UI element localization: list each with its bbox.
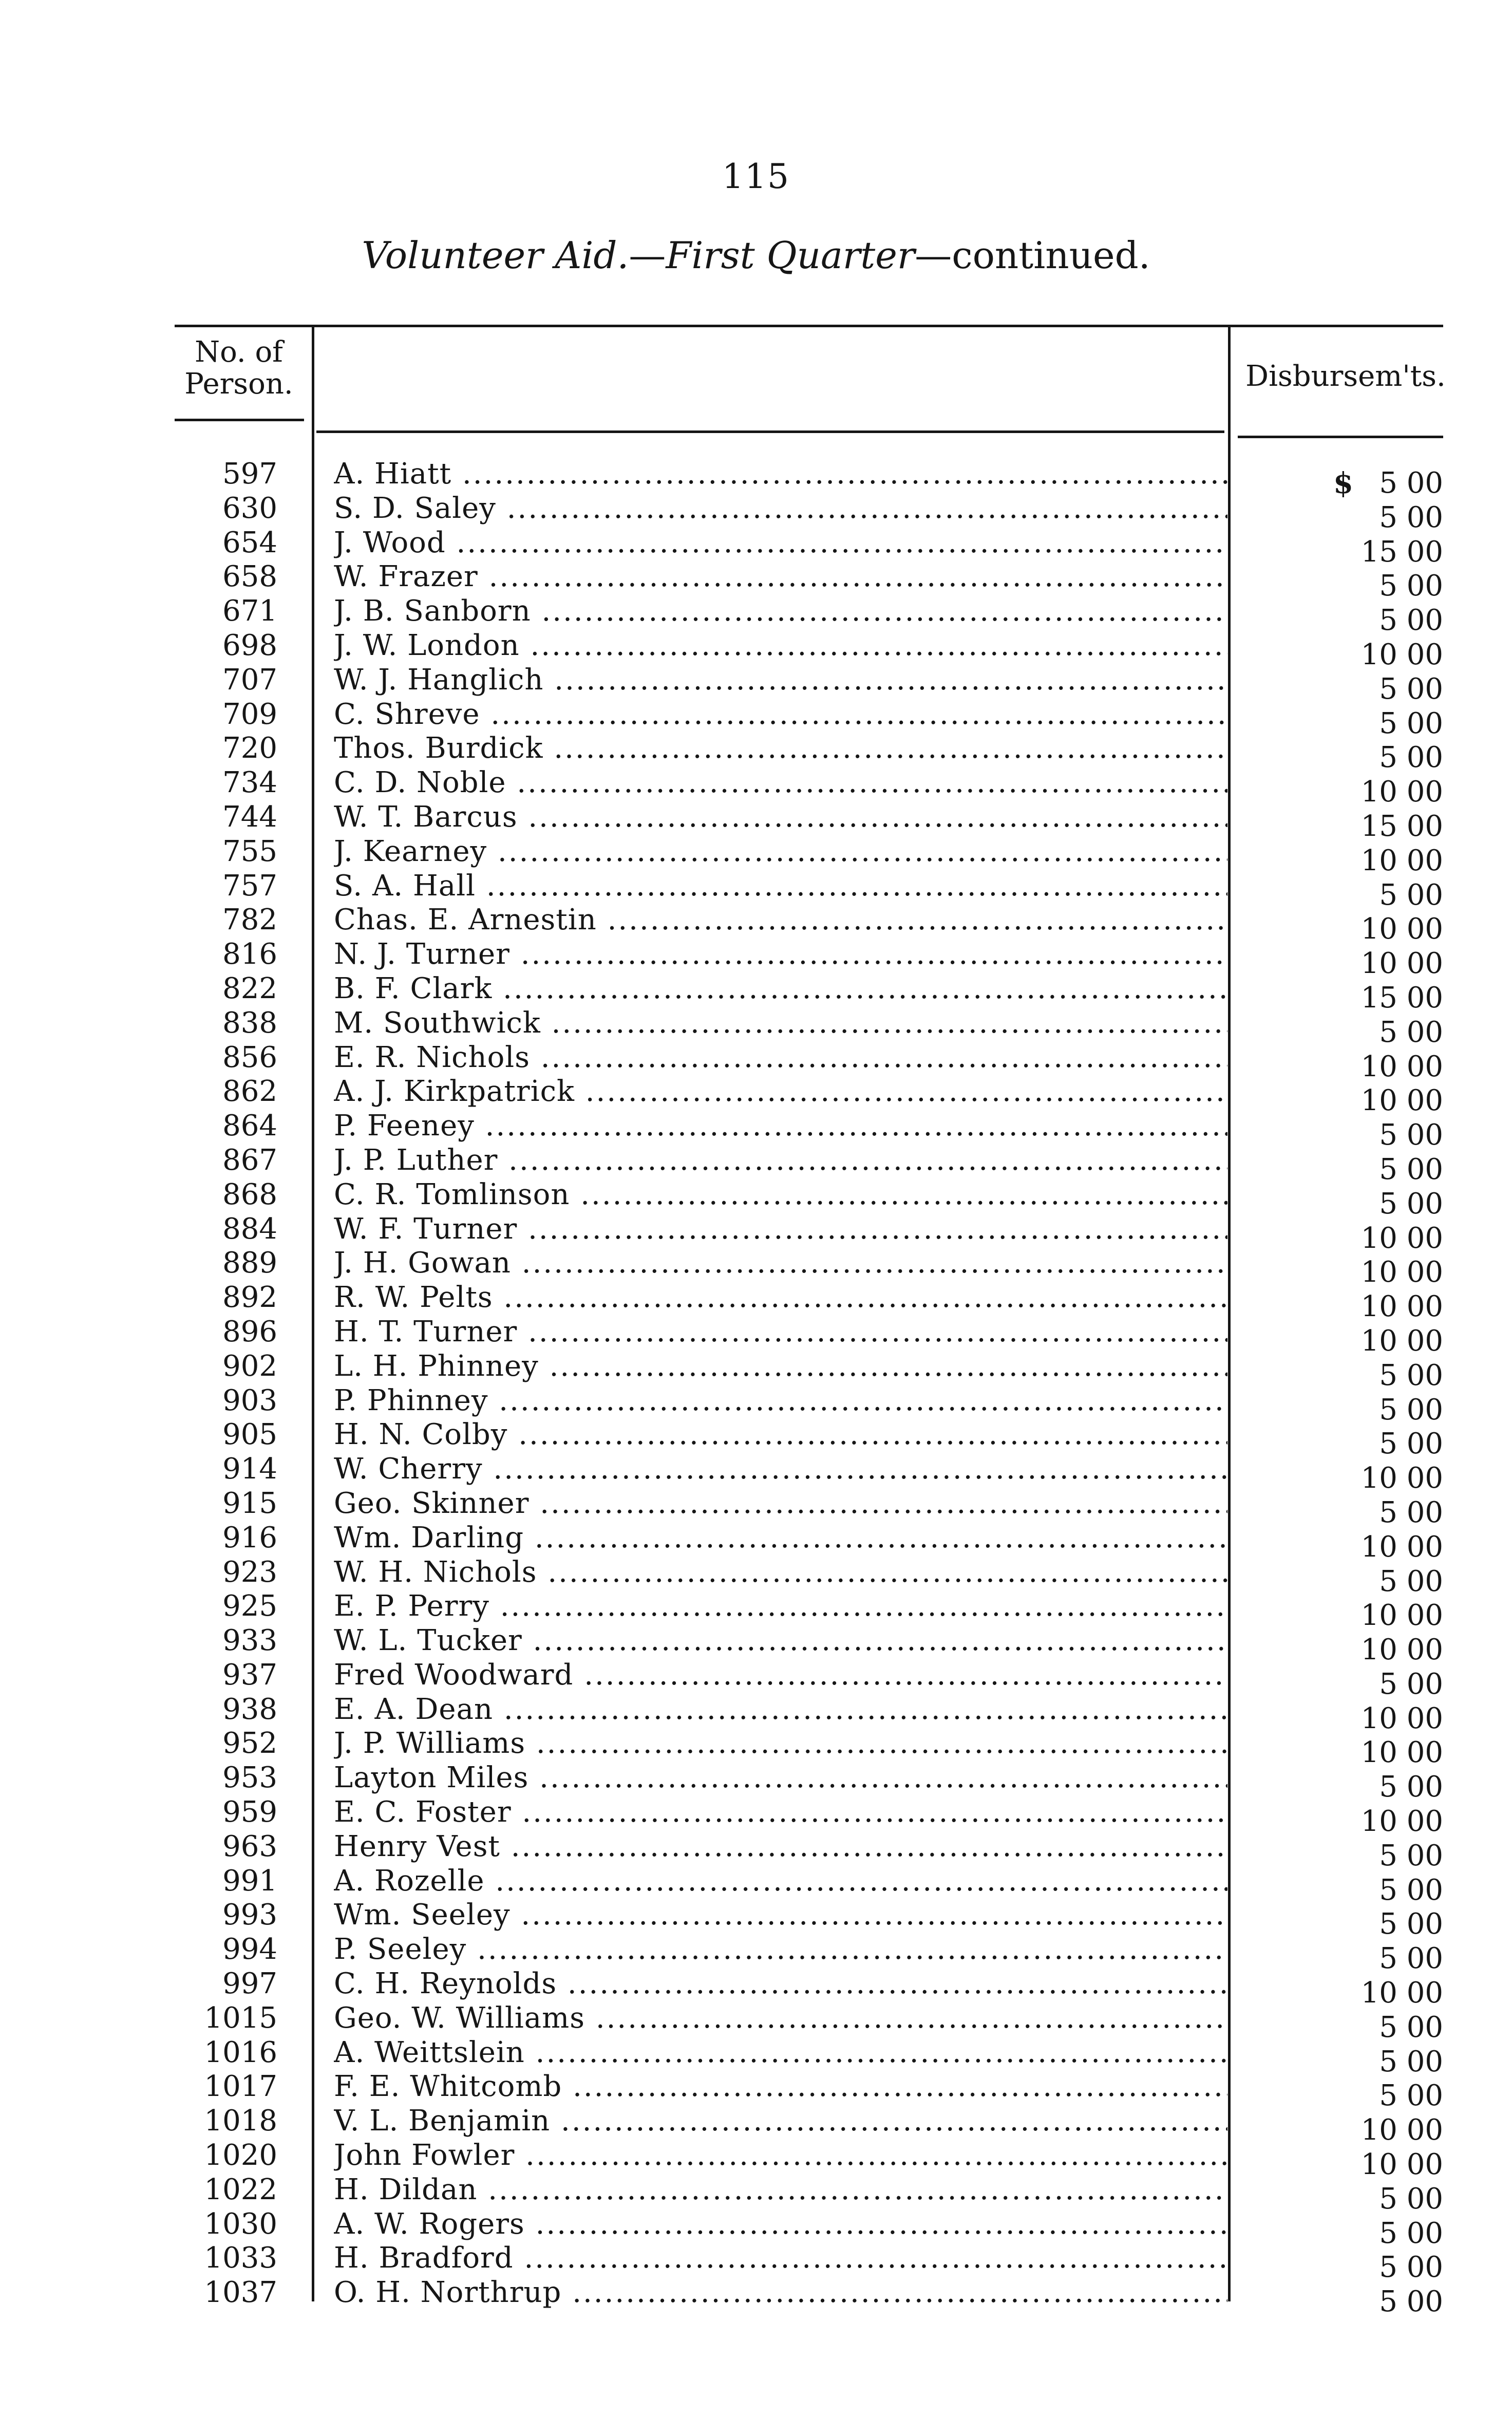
- person-number: 937: [222, 1658, 277, 1692]
- person-number: 994: [222, 1933, 277, 1966]
- table-row: [0, 2104, 1512, 2147]
- table-top-rule: [175, 325, 1443, 327]
- table-row: [0, 1349, 1512, 1392]
- person-number: 720: [222, 732, 277, 765]
- person-number: 1015: [204, 2001, 277, 2035]
- person-name: Geo. Skinner .....: [334, 1487, 1227, 1521]
- person-name: W. L. Tucker .....: [334, 1624, 1227, 1658]
- table-row: [0, 1281, 1512, 1324]
- currency-symbol: $: [1333, 466, 1353, 500]
- person-name: V. L. Benjamin .....: [334, 2104, 1227, 2138]
- person-number: 896: [222, 1315, 277, 1348]
- disbursement-amount: 5 00: [1379, 500, 1443, 534]
- person-name: P. Phinney .....: [334, 1384, 1227, 1418]
- disbursement-amount: 15 00: [1360, 981, 1443, 1015]
- disbursement-amount: 10 00: [1360, 1221, 1443, 1255]
- person-name: Geo. W. Williams .....: [334, 2001, 1227, 2035]
- person-number: 816: [222, 938, 277, 971]
- table-row: [0, 1383, 1512, 1427]
- disbursement-amount: 10 00: [1360, 947, 1443, 981]
- person-name: J. H. Gowan .....: [334, 1246, 1227, 1280]
- table-row: [0, 594, 1512, 638]
- disbursement-amount: 5 00: [1379, 2045, 1443, 2078]
- disbursement-amount: 5 00: [1379, 2182, 1443, 2216]
- person-name: O. H. Northrup .....: [334, 2276, 1227, 2310]
- person-name: J. W. London .....: [334, 629, 1227, 663]
- table-row: [0, 2207, 1512, 2250]
- table-row: [0, 1589, 1512, 1633]
- person-name: H. Bradford .....: [334, 2241, 1227, 2275]
- disbursement-amount: 5 00: [1379, 1358, 1443, 1392]
- disbursement-amount: 15 00: [1360, 809, 1443, 843]
- person-name: P. Seeley .....: [334, 1933, 1227, 1966]
- person-number: 905: [222, 1418, 277, 1452]
- table-row: [0, 1864, 1512, 1907]
- person-number: 868: [222, 1177, 277, 1211]
- person-number: 889: [222, 1246, 277, 1280]
- person-name: C. D. Noble .....: [334, 766, 1227, 800]
- person-name: E. C. Foster .....: [334, 1795, 1227, 1829]
- person-name: Wm. Darling .....: [334, 1521, 1227, 1555]
- disbursement-amount: 5 00: [1379, 741, 1443, 775]
- disbursement-amount: 15 00: [1360, 535, 1443, 569]
- person-name: J. P. Luther .....: [334, 1144, 1227, 1177]
- table-row: [0, 2070, 1512, 2113]
- table-row: [0, 1006, 1512, 1049]
- page-title: [0, 234, 1512, 277]
- person-number: 658: [222, 560, 277, 594]
- disbursement-amount: 5 00: [1379, 1495, 1443, 1529]
- disbursement-amount: 10 00: [1360, 1290, 1443, 1324]
- person-number: 744: [222, 800, 277, 834]
- table-row: [0, 1624, 1512, 1667]
- disbursement-amount: 5 00: [1379, 1907, 1443, 1941]
- disbursement-amount: 5 00: [1379, 1118, 1443, 1152]
- person-number: 925: [222, 1589, 277, 1623]
- table-row: [0, 1761, 1512, 1804]
- table-row: [0, 560, 1512, 603]
- disbursement-amount: 5 00: [1379, 1667, 1443, 1701]
- person-number: 1022: [204, 2172, 277, 2206]
- person-number: 993: [222, 1898, 277, 1932]
- person-name: Fred Woodward .....: [334, 1658, 1227, 1692]
- person-name: Layton Miles .....: [334, 1761, 1227, 1795]
- table-row: [0, 1075, 1512, 1118]
- person-name: Wm. Seeley .....: [334, 1898, 1227, 1932]
- table-row: [0, 1967, 1512, 2010]
- person-name: A. Rozelle .....: [334, 1864, 1227, 1898]
- person-name: M. Southwick .....: [334, 1006, 1227, 1040]
- disbursement-amount: 10 00: [1360, 2148, 1443, 2182]
- person-number: 1033: [204, 2241, 277, 2275]
- person-name: W. J. Hanglich .....: [334, 663, 1227, 697]
- disbursement-amount: 10 00: [1360, 1530, 1443, 1564]
- person-number: 903: [222, 1383, 277, 1417]
- person-name: W. H. Nichols .....: [334, 1556, 1227, 1589]
- column-header-number-line2: Person.: [184, 367, 293, 401]
- person-name: J. Kearney .....: [334, 835, 1227, 869]
- table-row: [0, 1315, 1512, 1358]
- person-number: 923: [222, 1555, 277, 1589]
- person-number: 916: [222, 1521, 277, 1554]
- disbursement-amount: 5 00: [1379, 1015, 1443, 1049]
- person-name: J. Wood .....: [334, 526, 1227, 560]
- person-number: 915: [222, 1486, 277, 1520]
- person-name: C. Shreve .....: [334, 698, 1227, 732]
- person-name: W. F. Turner .....: [334, 1212, 1227, 1246]
- table-row: [0, 766, 1512, 809]
- column-header-number-line1: No. of: [195, 335, 283, 369]
- title-dash-2: —: [915, 234, 952, 277]
- disbursement-amount: 5 00: [1379, 1873, 1443, 1907]
- table-row: [0, 1452, 1512, 1495]
- person-number: 709: [222, 697, 277, 731]
- disbursement-amount: 10 00: [1360, 1976, 1443, 2010]
- disbursement-amount: 5 00: [1379, 1152, 1443, 1186]
- table-row: [0, 971, 1512, 1015]
- disbursement-amount: 10 00: [1360, 2113, 1443, 2147]
- person-name: H. T. Turner .....: [334, 1315, 1227, 1349]
- title-volunteer: Volunteer: [362, 234, 543, 277]
- title-dash-1: —: [629, 234, 666, 277]
- person-number: 902: [222, 1349, 277, 1383]
- person-number: 997: [222, 1967, 277, 2001]
- table-row: [0, 1246, 1512, 1289]
- disbursement-amount: 5 00: [1379, 1187, 1443, 1221]
- person-name: H. N. Colby .....: [334, 1418, 1227, 1452]
- table-row: [0, 2035, 1512, 2078]
- person-number: 991: [222, 1864, 277, 1898]
- table-row: [0, 1555, 1512, 1598]
- person-number: 864: [222, 1109, 277, 1143]
- person-name: A. W. Rogers .....: [334, 2207, 1227, 2241]
- person-number: 892: [222, 1281, 277, 1315]
- table-row: [0, 938, 1512, 981]
- header-bottom-rule-mid: [316, 430, 1224, 433]
- person-name: A. J. Kirkpatrick .....: [334, 1075, 1227, 1109]
- header-bottom-rule-left: [175, 419, 304, 421]
- person-number: 1018: [204, 2104, 277, 2138]
- person-number: 856: [222, 1040, 277, 1074]
- column-header-disbursements: Disbursem'ts.: [1245, 360, 1446, 393]
- table-row: [0, 491, 1512, 534]
- person-name: S. A. Hall .....: [334, 869, 1227, 903]
- person-name: F. E. Whitcomb .....: [334, 2070, 1227, 2104]
- disbursement-amount: 10 00: [1360, 638, 1443, 671]
- disbursement-amount: 5 00: [1379, 878, 1443, 912]
- table-row: [0, 1143, 1512, 1186]
- disbursement-amount: 10 00: [1360, 1462, 1443, 1495]
- person-name: Chas. E. Arnestin .....: [334, 903, 1227, 937]
- person-name: J. P. Williams .....: [334, 1727, 1227, 1760]
- person-name: John Fowler .....: [334, 2139, 1227, 2172]
- person-name: E. R. Nichols .....: [334, 1041, 1227, 1075]
- disbursement-amount: 5 00: [1379, 1393, 1443, 1427]
- person-name: A. Hiatt .....: [334, 457, 1227, 491]
- person-number: 654: [222, 526, 277, 559]
- table-row: [0, 1933, 1512, 1976]
- table-row: [0, 1692, 1512, 1735]
- person-number: 1020: [204, 2139, 277, 2172]
- person-number: 952: [222, 1727, 277, 1760]
- person-number: 914: [222, 1452, 277, 1486]
- person-number: 1017: [204, 2070, 277, 2104]
- disbursement-amount: 10 00: [1360, 1324, 1443, 1358]
- table-row: [0, 869, 1512, 912]
- disbursement-amount: 10 00: [1360, 1256, 1443, 1289]
- person-name: L. H. Phinney .....: [334, 1350, 1227, 1383]
- disbursement-amount: 10 00: [1360, 844, 1443, 877]
- disbursement-amount: 10 00: [1360, 775, 1443, 809]
- person-name: B. F. Clark .....: [334, 972, 1227, 1006]
- disbursement-amount: 5 00: [1379, 604, 1443, 638]
- table-row: [0, 732, 1512, 775]
- disbursement-amount: 10 00: [1360, 1599, 1443, 1633]
- person-number: 884: [222, 1212, 277, 1246]
- table-row: [0, 1829, 1512, 1872]
- table-row: [0, 457, 1512, 500]
- person-number: 782: [222, 903, 277, 937]
- disbursement-amount: 5 00: [1379, 2285, 1443, 2319]
- title-continued: continued.: [952, 234, 1150, 277]
- person-name: W. Cherry .....: [334, 1452, 1227, 1486]
- person-name: W. Frazer .....: [334, 560, 1227, 594]
- table-row: [0, 1898, 1512, 1941]
- disbursement-amount: 5 00: [1379, 1942, 1443, 1976]
- person-name: N. J. Turner .....: [334, 938, 1227, 971]
- disbursement-amount: 5 00: [1379, 2216, 1443, 2250]
- person-name: C. R. Tomlinson .....: [334, 1178, 1227, 1212]
- person-number: 630: [222, 491, 277, 525]
- table-row: [0, 2172, 1512, 2216]
- person-number: 597: [222, 457, 277, 491]
- disbursement-amount: 5 00: [1379, 1427, 1443, 1461]
- person-number: 959: [222, 1795, 277, 1829]
- table-row: [0, 2241, 1512, 2284]
- person-name: W. T. Barcus .....: [334, 800, 1227, 834]
- person-name: C. H. Reynolds .....: [334, 1967, 1227, 2001]
- person-number: 933: [222, 1624, 277, 1658]
- person-number: 755: [222, 834, 277, 868]
- person-name: E. P. Perry .....: [334, 1589, 1227, 1623]
- table-row: [0, 1727, 1512, 1770]
- person-name: E. A. Dean .....: [334, 1693, 1227, 1727]
- person-name: P. Feeney .....: [334, 1109, 1227, 1143]
- table-row: [0, 1486, 1512, 1529]
- person-number: 1016: [204, 2035, 277, 2069]
- disbursement-amount: 10 00: [1360, 912, 1443, 946]
- disbursement-amount: 5 00: [1379, 466, 1443, 500]
- person-number: 1030: [204, 2207, 277, 2241]
- disbursement-amount: 5 00: [1379, 1839, 1443, 1872]
- table-row: [0, 2001, 1512, 2044]
- title-first: First: [666, 234, 755, 277]
- disbursement-amount: 5 00: [1379, 1770, 1443, 1804]
- person-number: 822: [222, 971, 277, 1005]
- person-name: S. D. Saley .....: [334, 492, 1227, 526]
- table-row: [0, 1521, 1512, 1564]
- person-name: H. Dildan .....: [334, 2173, 1227, 2207]
- disbursement-amount: 10 00: [1360, 1633, 1443, 1667]
- table-row: [0, 2139, 1512, 2182]
- table-row: [0, 1418, 1512, 1461]
- table-row: [0, 903, 1512, 946]
- column-header-number: [177, 336, 300, 400]
- person-name: R. W. Pelts .....: [334, 1281, 1227, 1315]
- table-row: [0, 628, 1512, 671]
- disbursement-amount: 5 00: [1379, 672, 1443, 706]
- disbursement-amount: 5 00: [1379, 2079, 1443, 2113]
- table-row: [0, 800, 1512, 843]
- table-row: [0, 834, 1512, 877]
- disbursement-amount: 10 00: [1360, 1084, 1443, 1118]
- table-row: [0, 2276, 1512, 2319]
- disbursement-amount: 5 00: [1379, 706, 1443, 740]
- table-row: [0, 1658, 1512, 1701]
- person-number: 953: [222, 1761, 277, 1795]
- person-number: 734: [222, 766, 277, 800]
- header-bottom-rule-right: [1238, 436, 1443, 438]
- person-name: Thos. Burdick .....: [334, 732, 1227, 765]
- person-number: 938: [222, 1692, 277, 1726]
- disbursement-amount: 10 00: [1360, 1736, 1443, 1770]
- disbursement-amount: 5 00: [1379, 569, 1443, 603]
- disbursement-amount: 5 00: [1379, 2251, 1443, 2284]
- title-aid: Aid.: [555, 234, 629, 277]
- person-number: 867: [222, 1143, 277, 1177]
- person-number: 671: [222, 594, 277, 628]
- table-row: [0, 1795, 1512, 1839]
- person-number: 707: [222, 663, 277, 697]
- table-body: [0, 457, 1512, 2319]
- page-number: 115: [722, 157, 790, 196]
- disbursement-amount: 10 00: [1360, 1805, 1443, 1839]
- table-row: [0, 1212, 1512, 1255]
- disbursement-amount: 10 00: [1360, 1050, 1443, 1083]
- person-number: 698: [222, 628, 277, 662]
- person-name: J. B. Sanborn .....: [334, 594, 1227, 628]
- table-row: [0, 1109, 1512, 1152]
- table-row: [0, 1040, 1512, 1083]
- person-number: 838: [222, 1006, 277, 1040]
- table-row: [0, 1177, 1512, 1221]
- table-row: [0, 697, 1512, 740]
- person-name: Henry Vest .....: [334, 1830, 1227, 1864]
- table-row: [0, 526, 1512, 569]
- person-number: 1037: [204, 2276, 277, 2310]
- disbursement-amount: 5 00: [1379, 2010, 1443, 2044]
- person-number: 963: [222, 1829, 277, 1863]
- person-number: 757: [222, 869, 277, 903]
- person-number: 862: [222, 1075, 277, 1109]
- disbursement-amount: 10 00: [1360, 1701, 1443, 1735]
- table-row: [0, 663, 1512, 706]
- person-name: A. Weittslein .....: [334, 2036, 1227, 2070]
- title-quarter: Quarter: [766, 234, 915, 277]
- disbursement-amount: 5 00: [1379, 1564, 1443, 1598]
